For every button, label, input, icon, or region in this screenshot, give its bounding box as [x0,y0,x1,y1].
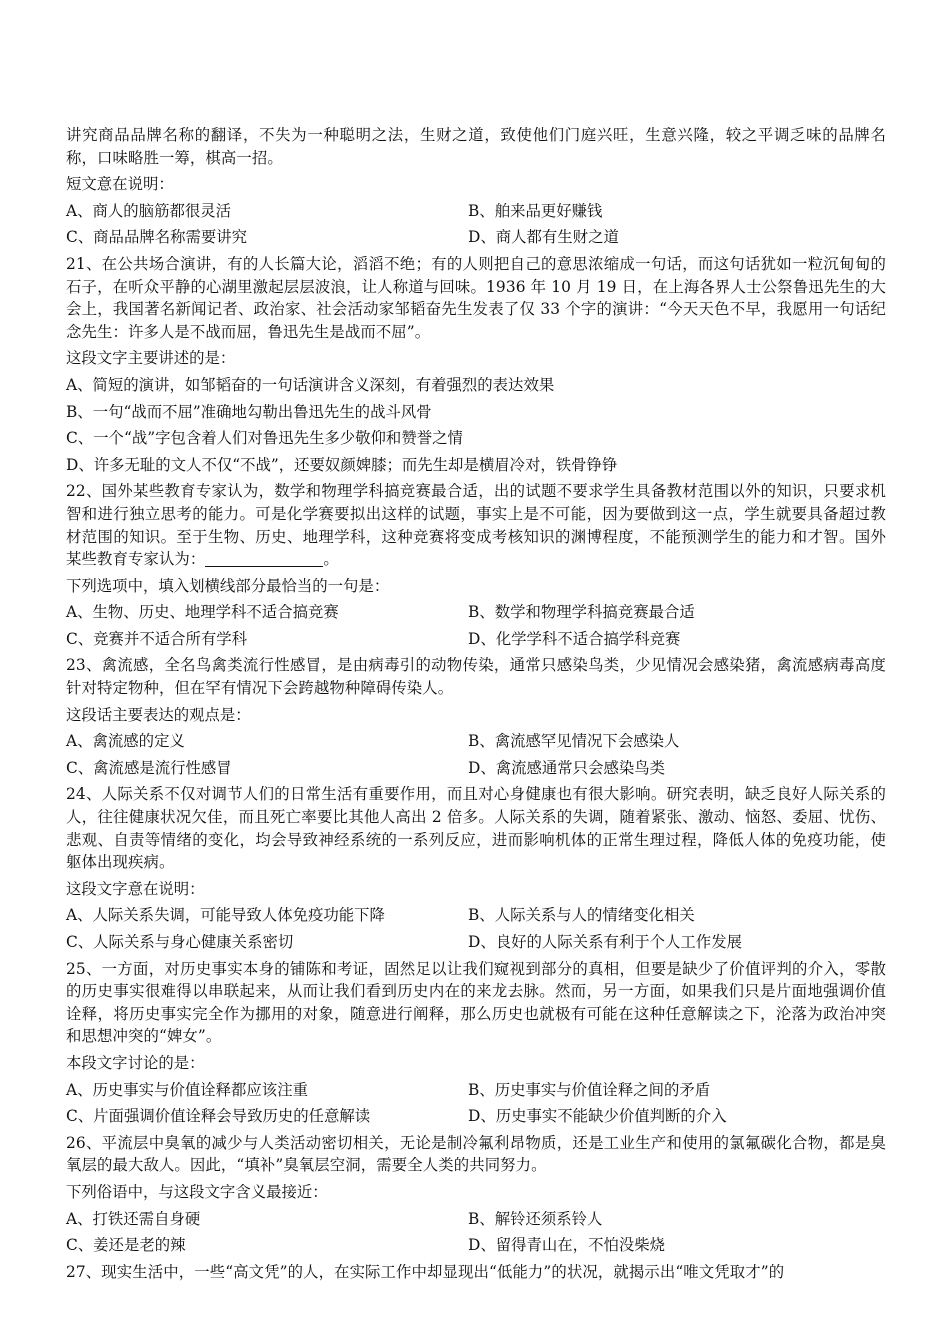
q22-option-d[interactable]: D、化学学科不适合搞学科竞赛 [468,629,681,648]
q24-option-a[interactable]: A、人际关系失调，可能导致人体免疫功能下降 [66,906,385,925]
q22-options-row2 [66,628,886,651]
q23-option-c[interactable]: C、禽流感是流行性感冒 [66,758,232,777]
q22-passage [66,480,886,570]
q23-passage: 23、禽流感，全名鸟禽类流行性感冒，是由病毒引的动物传染，通常只感染鸟类，少见情况会感染猪，禽流感病毒高度针对特定物种，但在罕有情况下会跨越物种障碍传染人。 [66,656,886,698]
q21-option-d[interactable]: D、许多无耻的文人不仅“不战”，还要奴颜婢膝；而先生却是横眉冷对，铁骨铮铮 [66,455,618,474]
q24-prompt: 这段文字意在说明： [66,879,205,898]
q20-passage-tail: 讲究商品品牌名称的翻译，不失为一种聪明之法，生财之道，致使他们门庭兴旺，生意兴隆，较之平调乏味的品牌名称，口味略胜一筹，棋高一招。 [66,126,886,167]
q23-option-d[interactable]: D、禽流感通常只会感染鸟类 [468,758,666,777]
q24-options-row2 [66,931,886,954]
q21-prompt: 这段文字主要讲述的是： [66,349,236,368]
q26-options-row2 [66,1234,886,1257]
q25-prompt: 本段文字讨论的是： [66,1053,205,1072]
q23-option-a[interactable]: A、禽流感的定义 [66,732,185,751]
q22-option-c[interactable]: C、竞赛并不适合所有学科 [66,629,248,648]
q26-option-d[interactable]: D、留得青山在，不怕没柴烧 [468,1236,666,1255]
q26-passage: 26、平流层中臭氧的减少与人类活动密切相关，无论是制冷氟利昂物质，还是工业生产和使用的氯氟碳化合物，都是臭氧层的最大敌人。因此，“填补”臭氧层空洞，需要全人类的共同努力。 [66,1133,886,1175]
q21-option-c[interactable]: C、一个“战”字包含着人们对鲁迅先生多少敬仰和赞誉之情 [66,429,463,448]
q26-option-c[interactable]: C、姜还是老的辣 [66,1236,186,1255]
q25-option-c[interactable]: C、片面强调价值诠释会导致历史的任意解读 [66,1107,371,1126]
q26-prompt: 下列俗语中，与这段文字含义最接近： [66,1182,328,1201]
q22-options-row1 [66,601,886,624]
q22-option-a[interactable]: A、生物、历史、地理学科不适合搞竞赛 [66,603,339,622]
q25-options-row1 [66,1079,886,1102]
q21-option-b[interactable]: B、一句“战而不屈”准确地勾勒出鲁迅先生的战斗风骨 [66,402,432,421]
q25-option-d[interactable]: D、历史事实不能缺少价值判断的介入 [468,1107,727,1126]
q21-option-a[interactable]: A、简短的演讲，如邹韬奋的一句话演讲含义深刻，有着强烈的表达效果 [66,375,555,394]
q26-option-b[interactable]: B、解铃还须系铃人 [468,1209,603,1228]
q22-fill-blank [205,550,323,567]
exam-page [66,124,886,1287]
q25-option-b[interactable]: B、历史事实与价值诠释之间的矛盾 [468,1080,711,1099]
q20-options-row2 [66,226,886,249]
q20-option-c[interactable]: C、商品品牌名称需要讲究 [66,228,248,247]
q20-option-d[interactable]: D、商人都有生财之道 [468,228,619,247]
q24-option-b[interactable]: B、人际关系与人的情绪变化相关 [468,906,695,925]
q22-passage-text: 22、国外某些教育专家认为，数学和物理学科搞竞赛最合适，出的试题不要求学生具备教材范围以外的知识，只要求机智和进行独立思考的能力。可是化学赛要拟出这样的试题，事实上是不可能，因为要做到这一点，学生就要具备超过教材范围的知识。至于生物、历史、地理学科，这种竞赛将变成考核知识的渊博程度，不能预测学生的能力和才智。国外某些教育专家认为： [66,482,886,569]
q21-passage: 21、在公共场合演讲，有的人长篇大论，滔滔不绝；有的人则把自己的意思浓缩成一句话，而这句话犹如一粒沉甸甸的石子，在听众平静的心湖里激起层层波浪，让人称道与回味。1936 年 10 月 19 日，在上海各界人士公祭鲁迅先生的大会上，我国著名新闻记者、政治家、社会活动家邹韬奋先生发表了仅 33 个字的演讲：“今天天色不早，我愿用一句话纪念先生：许多人是不战而屈，鲁迅先生是战而不屈”。 [66,254,886,341]
q23-prompt: 这段话主要表达的观点是： [66,705,251,724]
q22-passage-end: 。 [323,550,339,569]
q24-option-c[interactable]: C、人际关系与身心健康关系密切 [66,933,294,951]
q25-option-a[interactable]: A、历史事实与价值诠释都应该注重 [66,1080,308,1099]
q25-options-row2 [66,1105,886,1128]
q24-option-d[interactable]: D、良好的人际关系有利于个人工作发展 [468,933,742,951]
q20-options-row1 [66,200,886,223]
q20-option-b[interactable]: B、舶来品更好赚钱 [468,201,603,220]
q26-options-row1 [66,1208,886,1231]
q22-option-b[interactable]: B、数学和物理学科搞竞赛最合适 [468,603,695,622]
q20-prompt: 短文意在说明： [66,175,174,194]
q23-options-row1 [66,730,886,753]
q22-prompt: 下列选项中，填入划横线部分最恰当的一句是： [66,576,390,595]
q24-passage: 24、人际关系不仅对调节人们的日常生活有重要作用，而且对心身健康也有很大影响。研究表明，缺乏良好人际关系的人，往往健康状况欠佳，而且死亡率要比其他人高出 2 倍多。人际关系的失调，随着紧张、激动、恼怒、委屈、忧伤、悲观、自责等情绪的变化，均会导致神经系统的一系列反应，进而影响机体的正常生理过程，降低人体的免疫功能，使躯体出现疾病。 [66,785,886,872]
q23-option-b[interactable]: B、禽流感罕见情况下会感染人 [468,732,680,751]
q25-passage: 25、一方面，对历史事实本身的铺陈和考证，固然足以让我们窥视到部分的真相，但要是缺少了价值评判的介入，零散的历史事实很难得以串联起来，从而让我们看到历史内在的来龙去脉。然而，另一方面，如果我们只是片面地强调价值诠释，将历史事实完全作为挪用的对象，随意进行阐释，那么历史也就极有可能在这种任意解读之下，沦落为政治冲突和思想冲突的“婢女”。 [66,959,886,1046]
q26-option-a[interactable]: A、打铁还需自身硬 [66,1209,201,1228]
q27-passage: 27、现实生活中，一些“高文凭”的人，在实际工作中却显现出“低能力”的状况，就揭示出“唯文凭取才”的 [66,1262,785,1281]
q23-options-row2 [66,757,886,780]
q24-options-row1 [66,904,886,927]
q20-option-a[interactable]: A、商人的脑筋都很灵活 [66,201,232,220]
